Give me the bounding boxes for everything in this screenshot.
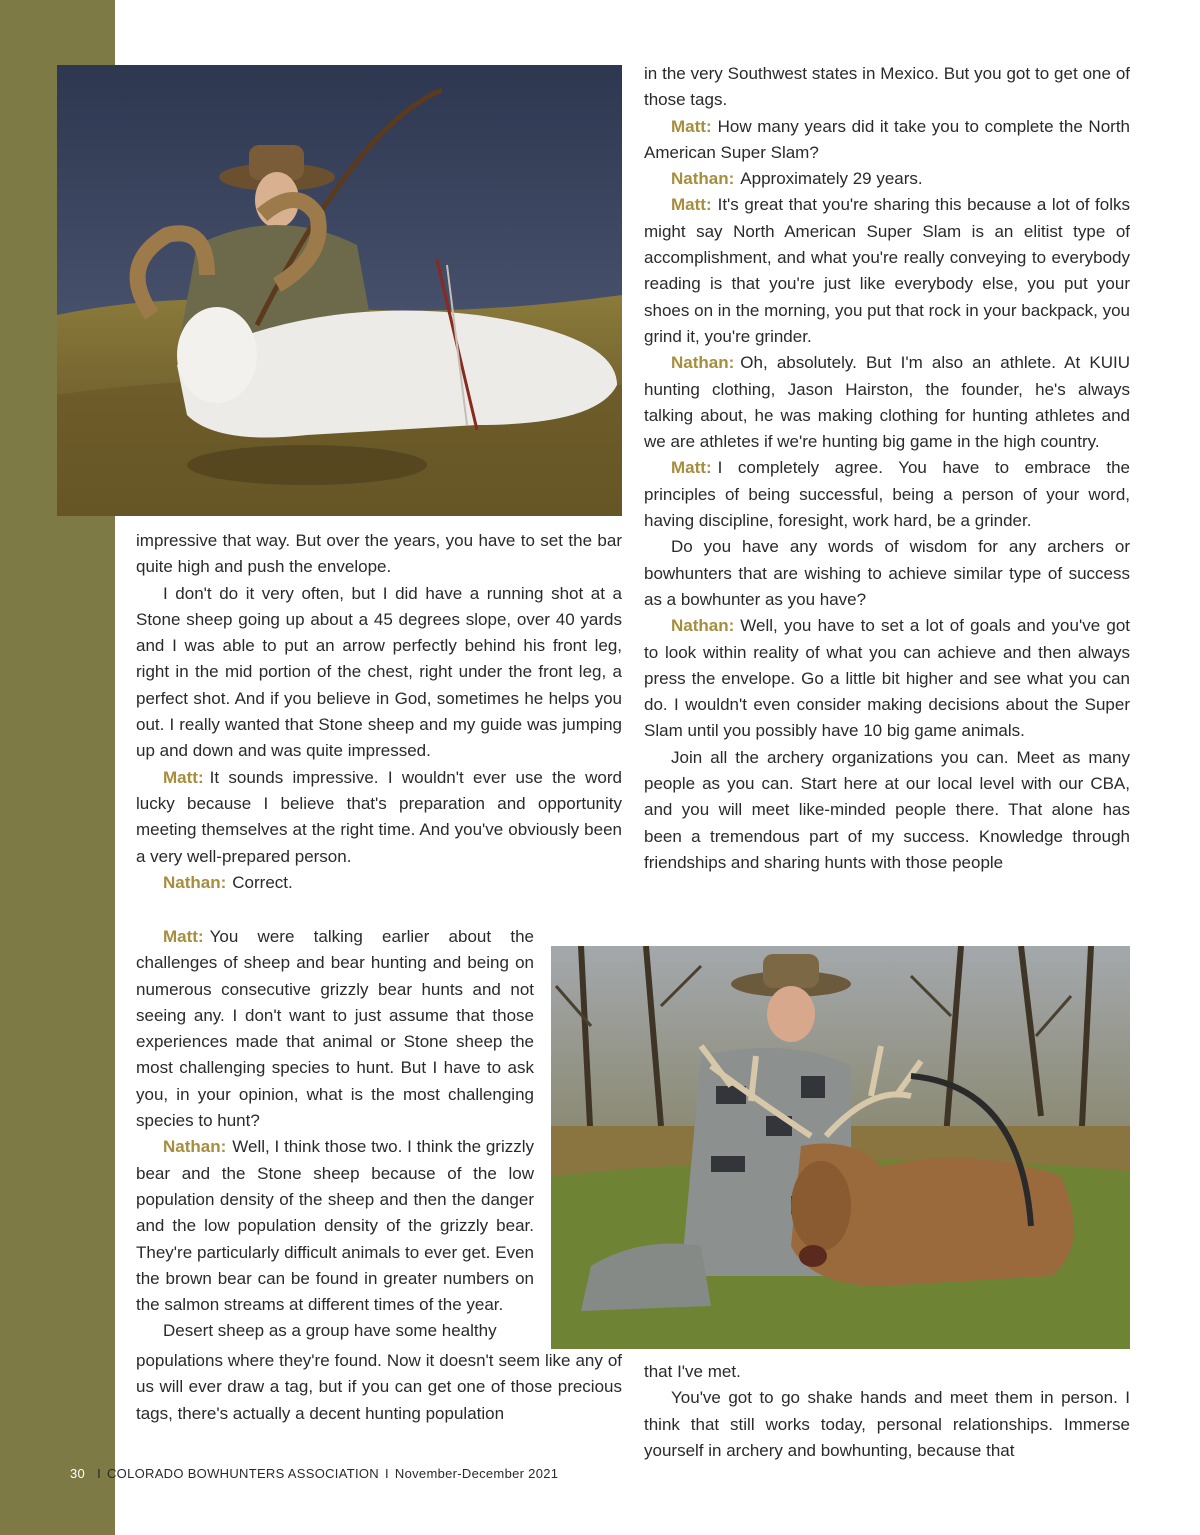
paragraph-text: that I've met. [644, 1362, 741, 1381]
paragraph [644, 534, 1130, 613]
paragraph-text: Correct. [232, 872, 293, 892]
paragraph [644, 745, 1130, 876]
speaker-label: Nathan: [163, 1137, 227, 1157]
paragraph-text: Desert sheep as a group have some healthy [163, 1321, 497, 1341]
paragraph-text: It's great that you're sharing this because a lot of folks might say North American Super Slam is an elitist type of accomplishment, and what you're really conveying to everybody reading is that you're just like everybody else, you put your shoes on in the morning, you put that rock in your backpack, you grind it, you're grinder. [644, 195, 1130, 346]
paragraph [644, 114, 1130, 167]
paragraph-text: Well, you have to set a lot of goals and you've got to look within reality of what you can achieve and then always press the envelope. Go a little bit higher and see what you can do. I wouldn't even consider making decisions about the Super Slam until you possibly have 10 big game animals. [644, 616, 1130, 741]
paragraph-text: I don't do it very often, but I did have a running shot at a Stone sheep going up about a 45 degrees slope, over 40 yards and I was able to put an arrow perfectly behind his front leg, right in the mid portion of the chest, right under the front leg, a perfect shot. And if you believe in God, sometimes he helps you out. I really wanted that Stone sheep and my guide was jumping up and down and was quite impressed. [136, 583, 622, 761]
speaker-label: Matt: [671, 116, 712, 136]
footer-separator: I [97, 1466, 101, 1481]
paragraph-text: Well, I think those two. I think the grizzly bear and the Stone sheep because of the low population density of the sheep and then the danger and the low population density of the grizzly bear. They're particularly difficult animals to ever get. Even the brown bear can be found in greater numbers on the salmon streams at different times of the year. [136, 1137, 534, 1315]
speaker-label: Matt: [163, 927, 204, 946]
paragraph-text: impressive that way. But over the years, you have to set the bar quite high and push the envelope. [136, 531, 622, 577]
paragraph [136, 581, 622, 765]
paragraph-text: You've got to go shake hands and meet them in person. I think that still works today, personal relationships. Immerse yourself in archery and bowhunting, because that [644, 1388, 1130, 1460]
paragraph-text: How many years did it take you to complete the North American Super Slam? [644, 116, 1130, 162]
speaker-label: Matt: [163, 767, 204, 787]
paragraph-text: populations where they're found. Now it doesn't seem like any of us will ever draw a tag, but if you can get one of those precious tags, there's actually a decent hunting population [136, 1351, 622, 1423]
left-column-narrow [136, 924, 534, 1345]
deer-hunt-illustration [551, 946, 1130, 1349]
issue-date: November-December 2021 [394, 1466, 559, 1481]
speaker-label: Matt: [671, 195, 712, 215]
paragraph [136, 1318, 534, 1344]
paragraph [136, 870, 622, 896]
right-column-bottom [644, 1359, 1130, 1464]
paragraph [644, 1385, 1130, 1464]
page-number: 30 [70, 1466, 86, 1481]
paragraph-text: I completely agree. You have to embrace the principles of being successful, being a person of your word, having discipline, foresight, work hard, be a grinder. [644, 458, 1130, 531]
paragraph [136, 924, 534, 1134]
paragraph-text: It sounds impressive. I wouldn't ever use the word lucky because I believe that's preparation and opportunity meeting themselves at the right time. And you've obviously been a very well-prepared person. [136, 767, 622, 866]
speaker-label: Nathan: [671, 169, 735, 189]
page-footer [70, 1466, 558, 1481]
paragraph [644, 350, 1130, 455]
sheep-hunt-photo [57, 65, 622, 516]
publication-name: COLORADO BOWHUNTERS ASSOCIATION [106, 1466, 379, 1481]
paragraph [136, 765, 622, 870]
paragraph-text: in the very Southwest states in Mexico. But you got to get one of those tags. [644, 64, 1130, 110]
paragraph [644, 61, 1130, 114]
speaker-label: Nathan: [671, 616, 735, 636]
paragraph [644, 613, 1130, 744]
right-column-top [644, 61, 1130, 876]
paragraph-text: Join all the archery organizations you can. Meet as many people as you can. Start here at our local level with our CBA, and you will meet like-minded people there. That alone has been a tremendous part of my success. Knowledge through friendships and sharing hunts with those people [644, 747, 1130, 872]
paragraph [644, 192, 1130, 350]
left-column-top [136, 528, 622, 896]
paragraph-text: Oh, absolutely. But I'm also an athlete. At KUIU hunting clothing, Jason Hairston, the founder, he's always talking about, he was making clothing for hunting athletes and we are athletes if we're hunting big game in the high country. [644, 353, 1130, 452]
paragraph-text: You were talking earlier about the challenges of sheep and bear hunting and being on numerous consecutive grizzly bear hunts and not seeing any. I don't want to just assume that those experiences made that animal or Stone sheep the most challenging species to hunt. But I have to ask you, in your opinion, what is the most challenging species to hunt? [136, 927, 534, 1131]
left-column-bottom [136, 1348, 622, 1427]
paragraph [644, 166, 1130, 192]
deer-hunt-photo [551, 946, 1130, 1349]
paragraph [644, 1359, 1130, 1385]
speaker-label: Nathan: [163, 872, 227, 892]
paragraph [136, 1134, 534, 1318]
paragraph-text: Approximately 29 years. [740, 169, 923, 189]
paragraph-text: Do you have any words of wisdom for any archers or bowhunters that are wishing to achieve similar type of success as a bowhunter as you have? [644, 537, 1130, 609]
paragraph [644, 455, 1130, 534]
paragraph [136, 1348, 622, 1427]
footer-separator: I [384, 1466, 389, 1481]
speaker-label: Matt: [671, 458, 712, 478]
paragraph [136, 528, 622, 581]
speaker-label: Nathan: [671, 353, 735, 373]
sheep-hunt-illustration [57, 65, 622, 516]
